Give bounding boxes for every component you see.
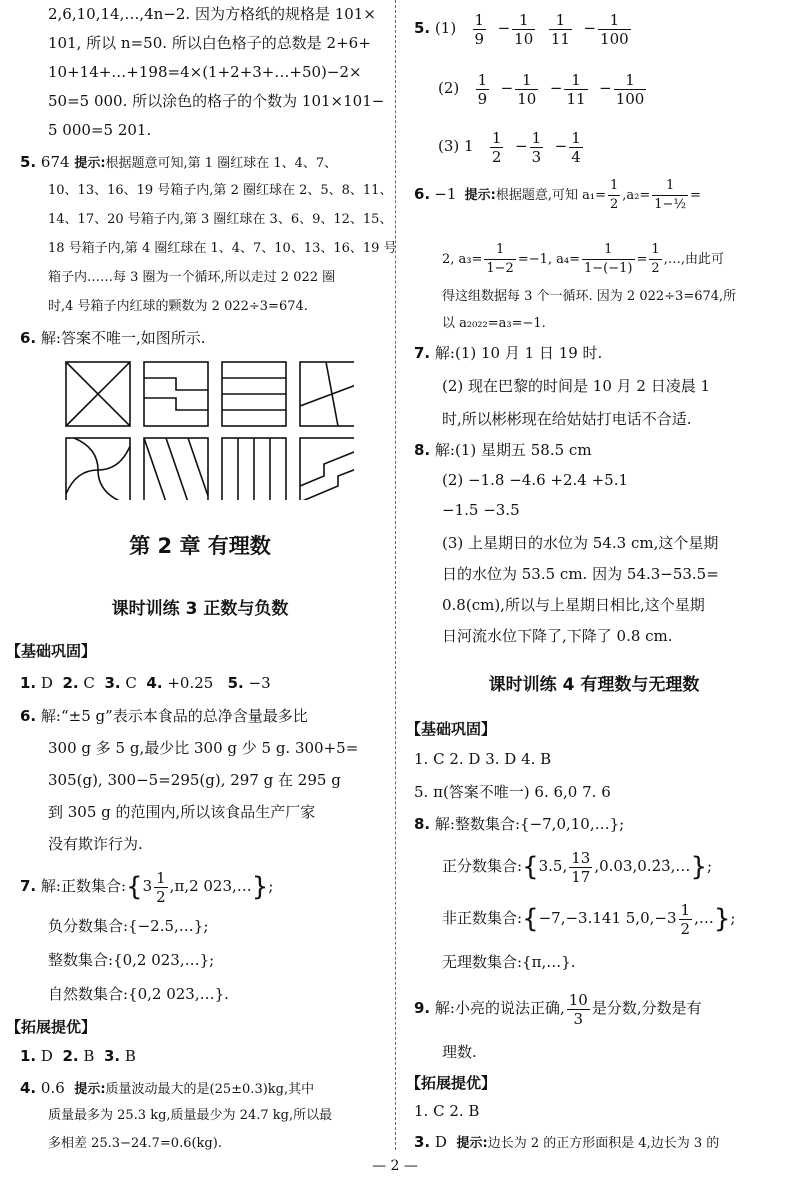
column-divider — [395, 0, 396, 1150]
minus-sign: − — [500, 79, 514, 97]
fraction: $\frac{1}{10}$ — [517, 70, 537, 108]
fraction: $\frac{1}{2}$ — [491, 128, 502, 166]
figure-4-slanted-cuts — [300, 362, 354, 426]
lesson-title-4: 课时训练 4 有理数与无理数 — [488, 675, 700, 695]
lesson-title-3: 课时训练 3 正数与负数 — [111, 599, 289, 619]
answer-5-part-3: (3) 1 $\frac{1}{2}$ − $\frac{1}{3}$ − $\frac{1}{4}$ — [438, 128, 581, 166]
minus-sign: − — [515, 137, 528, 155]
basic-section-header: 【基础巩固】 — [6, 642, 97, 660]
minus-sign: − — [599, 79, 612, 97]
chapter-title: 第 2 章 有理数 — [129, 534, 271, 558]
figure-2-step-cuts — [144, 362, 208, 426]
extension-answers-1-3: 1. D 2. B 3. B — [20, 1047, 136, 1065]
figure-1-x-diagonals — [66, 362, 130, 426]
fraction-one-half: $\frac{1}{2}$ — [156, 868, 166, 906]
answer-5-part-1: 5. (1) $\frac{1}{9}$ − $\frac{1}{10}$ $\frac{1}{11}$ − $\frac{1}{100}$ — [414, 10, 629, 48]
minus-sign: − — [554, 137, 568, 155]
square-division-figures — [64, 360, 354, 500]
minus-sign: − — [549, 79, 563, 97]
fraction: $\frac{1}{11}$ — [566, 70, 586, 108]
basic-section-header-2: 【基础巩固】 — [406, 720, 497, 738]
fraction: $\frac{1}{100}$ — [600, 10, 629, 48]
minus-sign: − — [497, 19, 511, 37]
figure-6-zigzag — [144, 438, 208, 500]
basic-answers-5-7: 5. π(答案不唯一) 6. 6,0 7. 6 — [414, 783, 611, 801]
extension-answers-1-2: 1. C 2. B — [414, 1102, 480, 1120]
figure-5-pinwheel — [66, 438, 130, 500]
fraction: $\frac{1}{100}$ — [615, 70, 645, 108]
minus-sign: − — [583, 19, 597, 37]
basic-answers-1-5: 1. D 2. C 3. C 4. +0.25 5. −3 — [20, 674, 271, 692]
fraction: $\frac{1}{10}$ — [514, 10, 534, 48]
fraction: $\frac{1}{11}$ — [550, 10, 570, 48]
extension-section-header-2: 【拓展提优】 — [406, 1074, 497, 1092]
fraction: $\frac{1}{3}$ — [531, 128, 542, 166]
extension-section-header: 【拓展提优】 — [6, 1018, 97, 1036]
answer-5-part-2: (2) $\frac{1}{9}$ − $\frac{1}{10}$ − $\frac{1}{11}$ − $\frac{1}{100}$ — [438, 70, 645, 108]
fraction: $\frac{1}{9}$ — [477, 70, 488, 108]
page-number: — 2 — — [372, 1158, 418, 1174]
figure-3-horizontal-strips — [222, 362, 286, 426]
extension-answer-3: 3. D 提示:边长为 2 的正方形面积是 4,边长为 3 的 — [414, 1133, 720, 1151]
figure-7-vertical-strips — [222, 438, 286, 500]
basic-answers-1-4: 1. C 2. D 3. D 4. B — [414, 750, 552, 768]
fraction: $\frac{1}{4}$ — [571, 128, 581, 166]
figure-8-stepped-diagonal — [300, 438, 354, 500]
fraction: $\frac{1}{9}$ — [474, 10, 485, 48]
